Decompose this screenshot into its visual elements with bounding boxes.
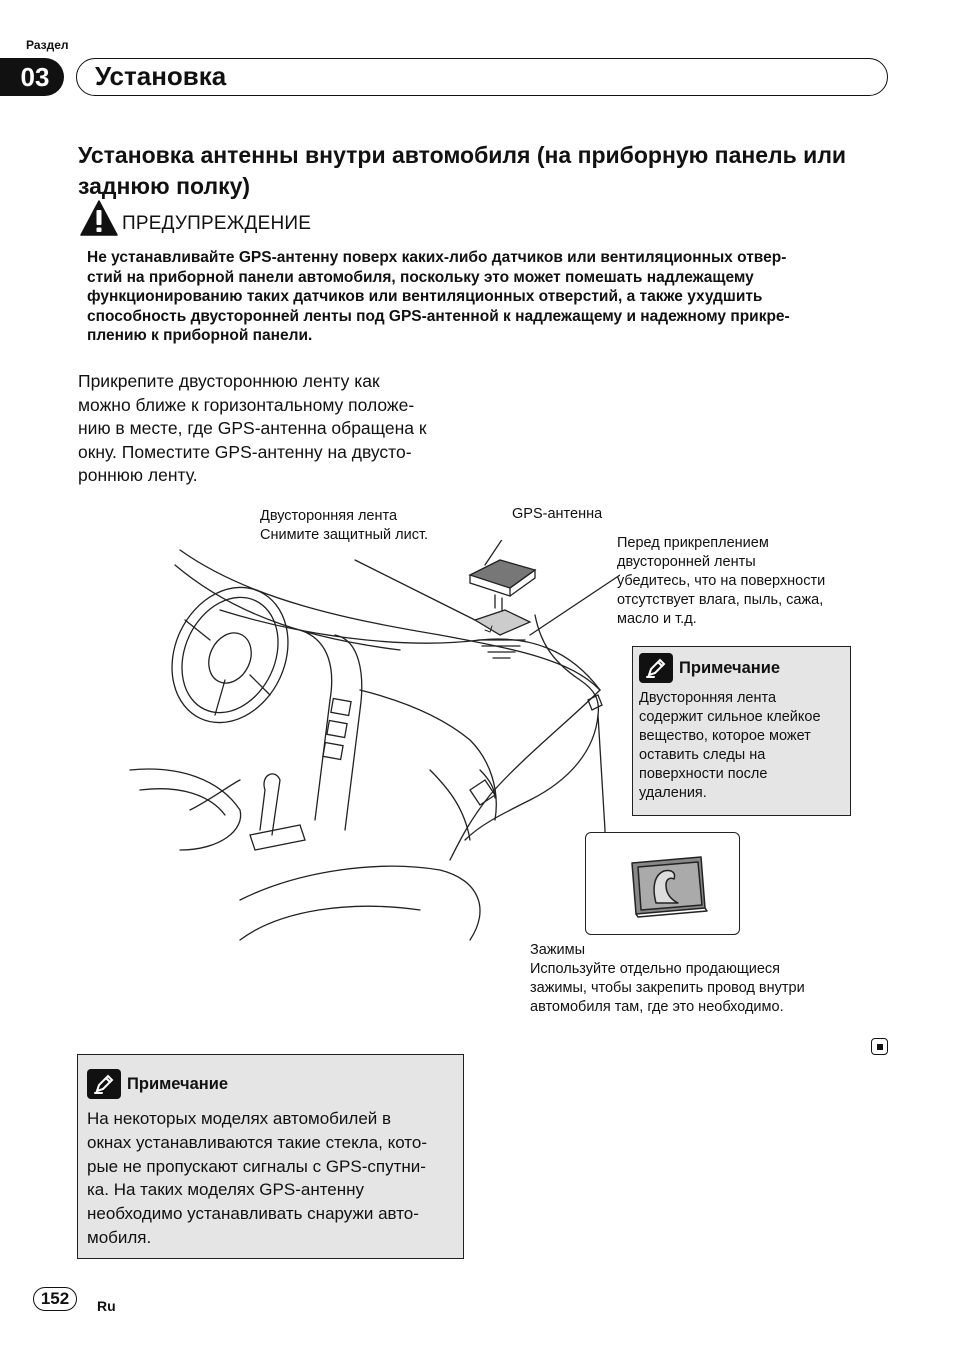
paragraph-line: можно ближе к горизонтальному положе-	[78, 394, 415, 415]
pen-note-icon	[639, 653, 673, 683]
note-box-glass	[77, 1054, 464, 1259]
warning-line: плению к приборной панели.	[87, 327, 313, 344]
antenna-label: GPS-антенна	[512, 506, 603, 522]
caption-line: масло и т.д.	[617, 611, 697, 627]
note-line: рые не пропускают сигналы с GPS-спутни-	[87, 1156, 426, 1176]
end-of-section-icon	[871, 1038, 888, 1055]
warning-line: способность двусторонней ленты под GPS-антенной к надлежащему и надежному прикре-	[87, 307, 790, 325]
note-line: На некоторых моделях автомобилей в	[87, 1109, 392, 1128]
note-text	[87, 1107, 454, 1250]
caption-line: Используйте отдельно продающиеся	[530, 961, 781, 977]
before-attaching-caption	[617, 534, 825, 629]
paragraph-line: окну. Поместите GPS-антенну на двусто-	[78, 441, 412, 462]
clamp-illustration-box	[585, 832, 740, 935]
clamps-caption	[530, 941, 805, 1017]
note-line: оставить следы на	[639, 747, 766, 763]
instruction-paragraph	[78, 370, 463, 488]
section-number-badge: 03	[0, 58, 64, 96]
warning-line: функционированию таких датчиков или вентиляционных отверстий, а также ухудшить	[87, 288, 763, 305]
caption-line: убедитесь, что на поверхности	[617, 573, 826, 589]
clamps-title: Зажимы	[530, 942, 586, 958]
note-line: поверхности после	[639, 766, 768, 782]
note-line: мобиля.	[87, 1227, 152, 1247]
warning-line: Не устанавливайте GPS-антенну поверх каких-либо датчиков или вентиляционных отвер-	[87, 249, 787, 266]
paragraph-line: нию в месте, где GPS-антенна обращена к	[78, 418, 427, 438]
caption-line: двусторонней ленты	[617, 554, 756, 570]
language-code: Ru	[97, 1298, 116, 1314]
note-box-adhesive	[632, 646, 851, 816]
note-title: Примечание	[679, 658, 781, 677]
note-header	[87, 1069, 454, 1099]
paragraph-line: роннюю ленту.	[78, 465, 198, 485]
warning-title	[80, 200, 311, 236]
note-line: содержит сильное клейкое	[639, 709, 821, 725]
note-line: удаления.	[639, 785, 707, 801]
note-line: Двусторонняя лента	[639, 690, 777, 706]
warning-line: стий на приборной панели автомобиля, поскольку это может помешать надлежащему	[87, 268, 754, 286]
note-line: ка. На таких моделях GPS-антенну	[87, 1180, 365, 1200]
warning-triangle-icon	[80, 200, 118, 236]
caption-line: отсутствует влага, пыль, сажа,	[617, 592, 824, 608]
page-number: 152	[33, 1287, 77, 1311]
note-text	[639, 689, 844, 803]
tape-label: Двусторонняя лента	[260, 508, 398, 524]
car-interior-illustration	[100, 540, 620, 990]
warning-text	[87, 248, 902, 346]
clamp-icon	[586, 833, 738, 933]
paragraph-line: Прикрепите двустороннюю ленту как	[78, 371, 380, 391]
caption-line: зажимы, чтобы закрепить провод внутри	[530, 980, 805, 996]
warning-label: ПРЕДУПРЕЖДЕНИЕ	[122, 213, 312, 234]
page-heading: Установка антенны внутри автомобиля (на приборную панель или заднюю полку)	[78, 142, 847, 199]
note-title: Примечание	[127, 1074, 229, 1093]
pen-note-icon	[87, 1069, 121, 1099]
note-line: вещество, которое может	[639, 728, 811, 744]
caption-line: Перед прикреплением	[617, 535, 769, 551]
tape-sub-label: Снимите защитный лист.	[260, 527, 429, 543]
section-label: Раздел	[26, 38, 69, 52]
caption-line: автомобиля там, где это необходимо.	[530, 999, 784, 1015]
note-line: окнах устанавливаются такие стекла, кото-	[87, 1132, 427, 1152]
section-title: Установка	[76, 58, 888, 96]
note-line: необходимо устанавливать снаружи авто-	[87, 1204, 419, 1224]
note-header	[639, 653, 844, 683]
